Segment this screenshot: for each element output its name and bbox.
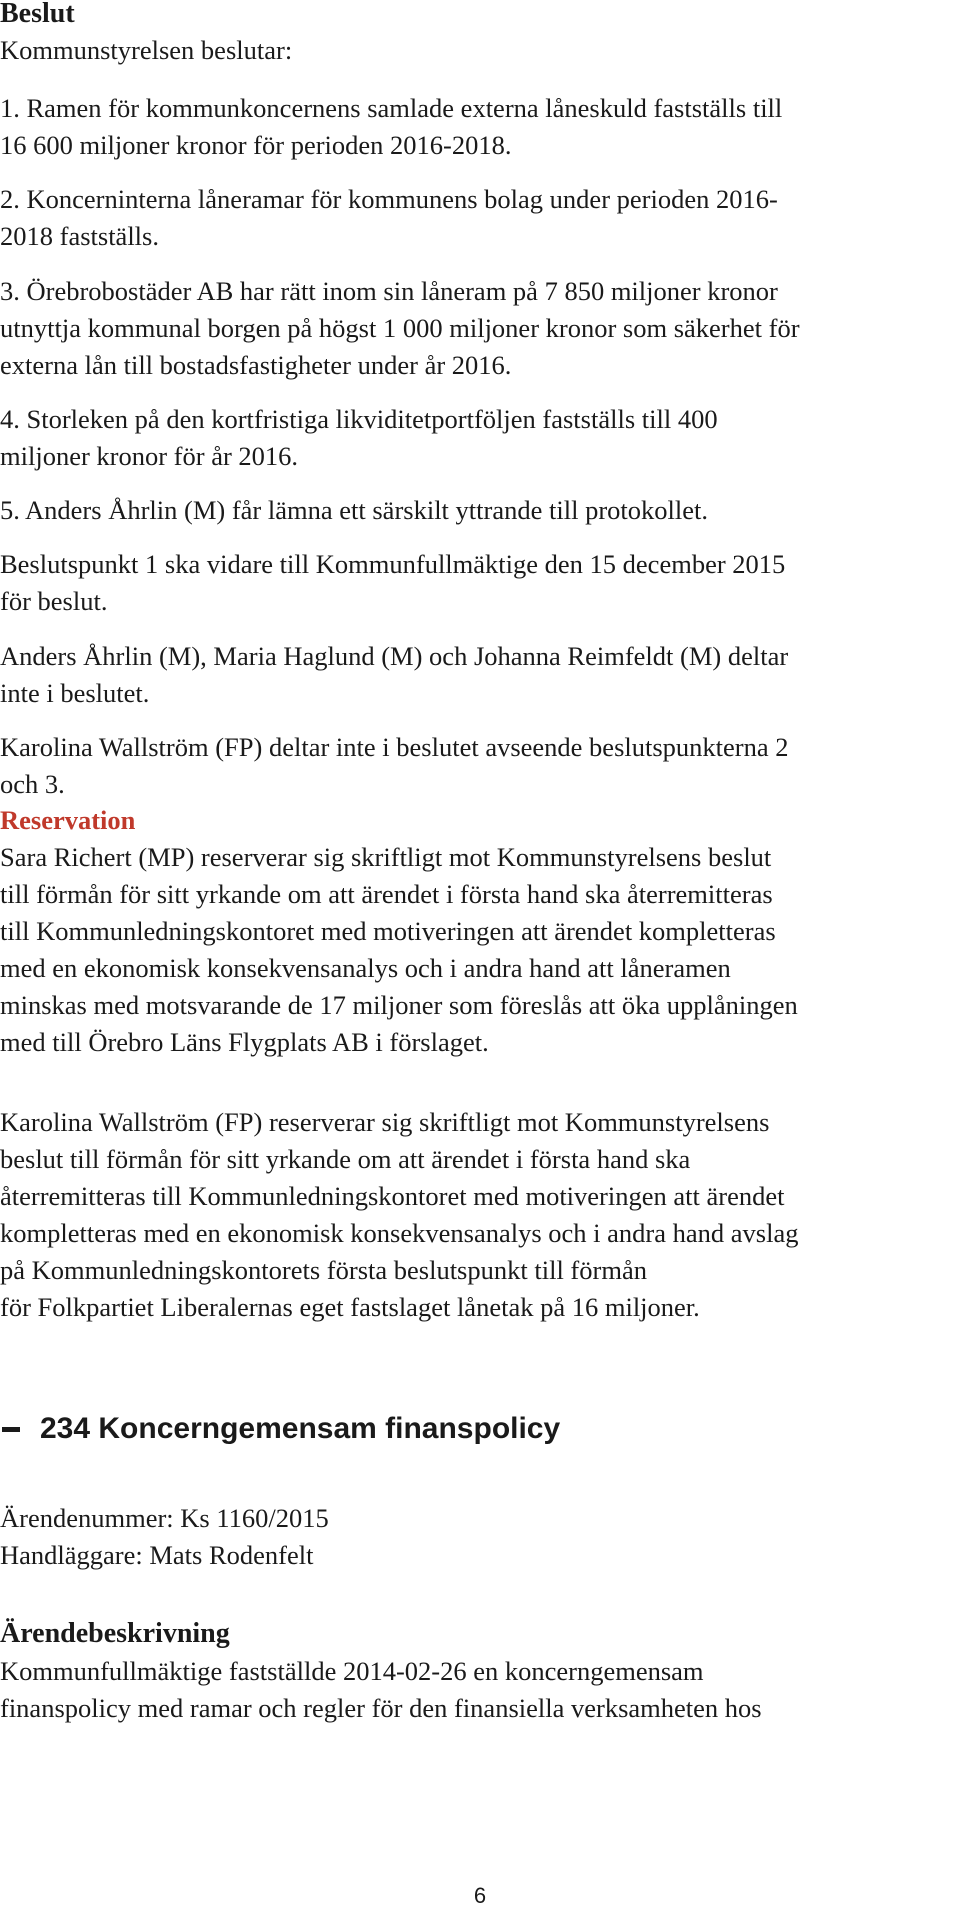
- decision-note-2-line-2: inte i beslutet.: [0, 678, 150, 708]
- section-title: 234 Koncerngemensam finanspolicy: [40, 1412, 561, 1445]
- reservation-para-1-line-3: till Kommunledningskontoret med motiveringen att ärendet kompletteras: [0, 916, 776, 946]
- page-number: 6: [473, 1883, 487, 1908]
- decision-item-1-line-1: 1. Ramen för kommunkoncernens samlade externa låneskuld fastställs till: [0, 93, 783, 123]
- reservation-para-2-line-5: på Kommunledningskontorets första beslutspunkt till förmån: [0, 1255, 647, 1285]
- decision-note-1-line-2: för beslut.: [0, 586, 108, 616]
- decision-item-5-line-1: 5. Anders Åhrlin (M) får lämna ett särskilt yttrande till protokollet.: [0, 495, 708, 525]
- reservation-heading: Reservation: [0, 805, 136, 835]
- decision-item-3-line-2: utnyttja kommunal borgen på högst 1 000 miljoner kronor som säkerhet för: [0, 313, 800, 343]
- decision-note-1-line-1: Beslutspunkt 1 ska vidare till Kommunfullmäktige den 15 december 2015: [0, 549, 786, 579]
- decision-item-3-line-1: 3. Örebrobostäder AB har rätt inom sin låneram på 7 850 miljoner kronor: [0, 276, 778, 306]
- decision-item-2-line-1: 2. Koncerninterna låneramar för kommunens bolag under perioden 2016-: [0, 184, 778, 214]
- decision-item-2-line-2: 2018 fastställs.: [0, 221, 159, 251]
- decision-intro: Kommunstyrelsen beslutar:: [0, 35, 293, 65]
- reservation-para-2-line-6: för Folkpartiet Liberalernas eget fastslaget lånetak på 16 miljoner.: [0, 1292, 700, 1322]
- decision-item-4-line-2: miljoner kronor för år 2016.: [0, 441, 299, 471]
- reservation-para-1-line-1: Sara Richert (MP) reserverar sig skriftligt mot Kommunstyrelsens beslut: [0, 842, 772, 872]
- reservation-para-2-line-2: beslut till förmån för sitt yrkande om att ärendet i första hand ska: [0, 1144, 691, 1174]
- reservation-para-2-line-1: Karolina Wallström (FP) reserverar sig skriftligt mot Kommunstyrelsens: [0, 1107, 770, 1137]
- description-heading: Ärendebeskrivning: [0, 1618, 230, 1649]
- decision-item-4-line-1: 4. Storleken på den kortfristiga likviditetportföljen fastställs till 400: [0, 404, 718, 434]
- case-handler: Handläggare: Mats Rodenfelt: [0, 1540, 314, 1570]
- reservation-para-1-line-4: med en ekonomisk konsekvensanalys och i andra hand att låneramen: [0, 953, 731, 983]
- reservation-para-1-line-6: med till Örebro Läns Flygplats AB i förslaget.: [0, 1027, 489, 1057]
- section-bullet-icon: [2, 1427, 20, 1432]
- case-number: Ärendenummer: Ks 1160/2015: [0, 1503, 329, 1533]
- decision-note-2-line-1: Anders Åhrlin (M), Maria Haglund (M) och Johanna Reimfeldt (M) deltar: [0, 641, 789, 671]
- section-heading: [0, 1409, 560, 1449]
- reservation-para-1-line-2: till förmån för sitt yrkande om att ärendet i första hand ska återremitteras: [0, 879, 773, 909]
- decision-heading: Beslut: [0, 0, 75, 29]
- decision-item-3-line-3: externa lån till bostadsfastigheter under år 2016.: [0, 350, 512, 380]
- decision-note-3-line-1: Karolina Wallström (FP) deltar inte i beslutet avseende beslutspunkterna 2: [0, 732, 789, 762]
- decision-item-1-line-2: 16 600 miljoner kronor för perioden 2016-2018.: [0, 130, 512, 160]
- reservation-para-2-line-3: återremitteras till Kommunledningskontoret med motiveringen att ärendet: [0, 1181, 785, 1211]
- reservation-para-2-line-4: kompletteras med en ekonomisk konsekvensanalys och i andra hand avslag: [0, 1218, 799, 1248]
- reservation-para-1-line-5: minskas med motsvarande de 17 miljoner som föreslås att öka upplåningen: [0, 990, 798, 1020]
- description-line-1: Kommunfullmäktige fastställde 2014-02-26 en koncerngemensam: [0, 1656, 704, 1686]
- decision-note-3-line-2: och 3.: [0, 769, 65, 799]
- description-line-2: finanspolicy med ramar och regler för den finansiella verksamheten hos: [0, 1693, 762, 1723]
